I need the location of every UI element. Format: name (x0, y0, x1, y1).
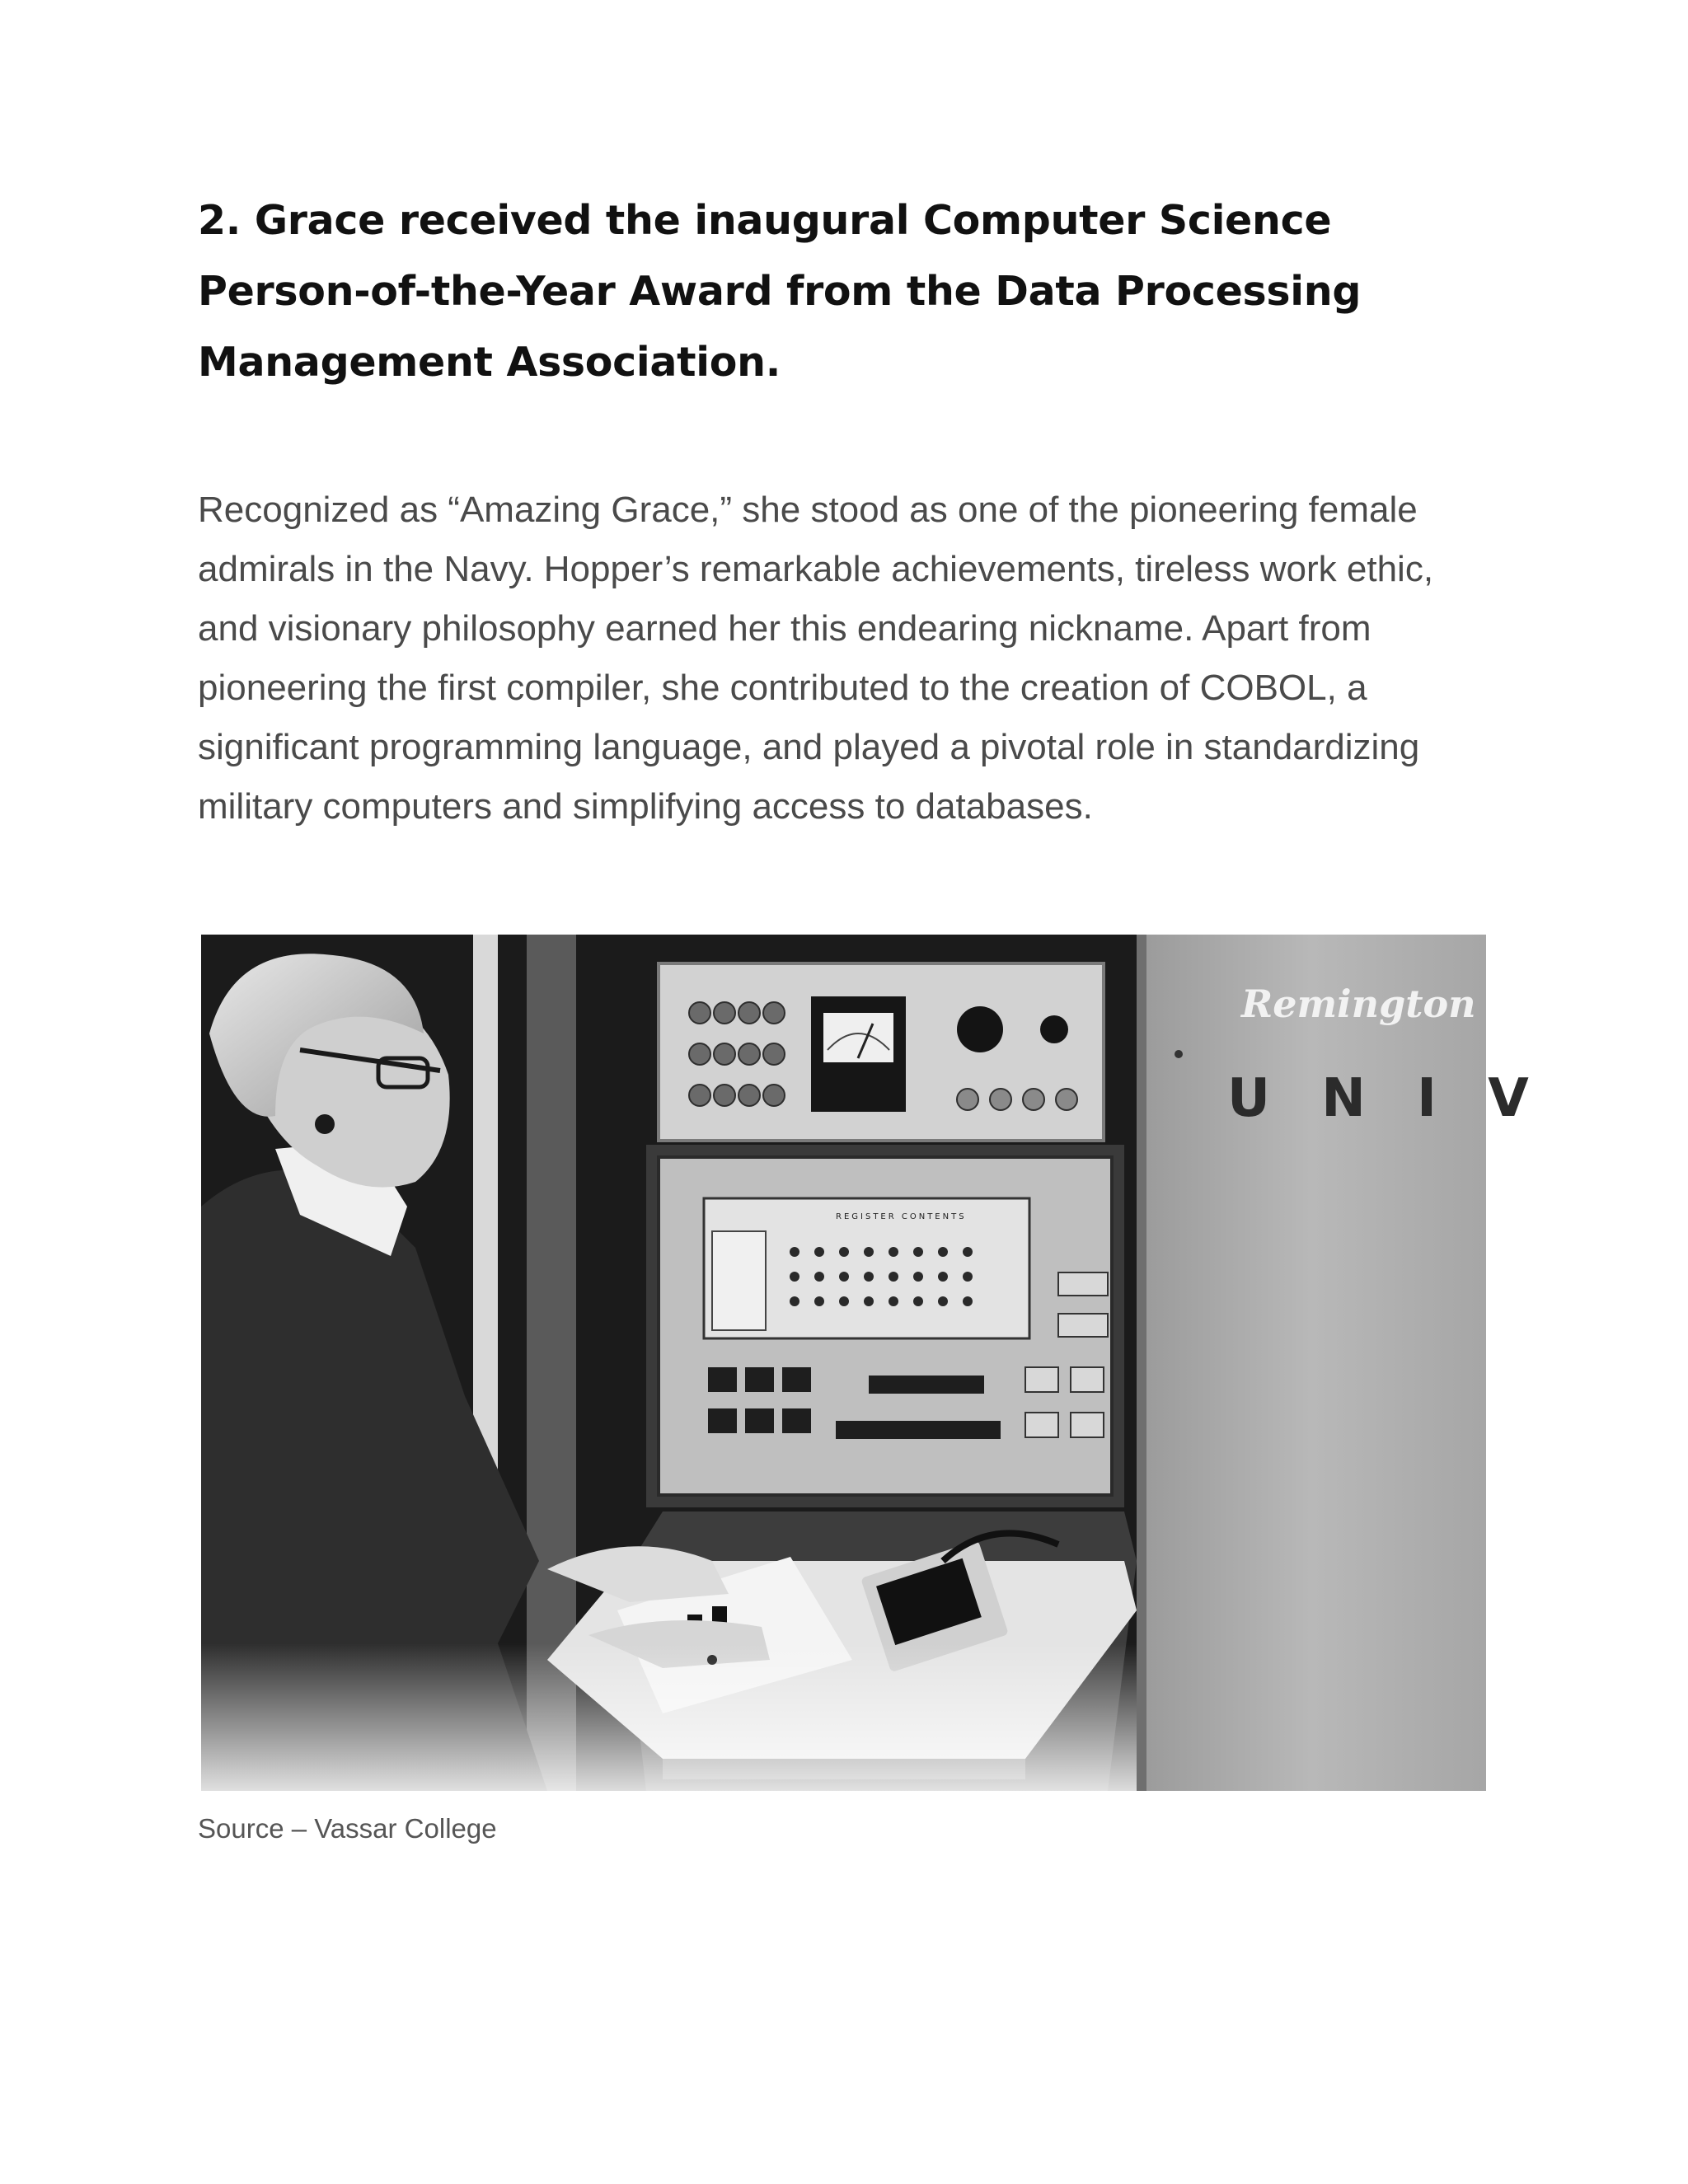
section-heading: 2. Grace received the inaugural Computer Science Person-of-the-Year Award from the Data Processing Management Association. (198, 197, 1362, 386)
machine-letters (1227, 1068, 1545, 1129)
body-paragraph: Recognized as “Amazing Grace,” she stood as one of the pioneering female admirals in the Navy. Hopper’s remarkable achievements, tireless work ethic, and visionary philosophy earned her this endearing nickname. Apart from pioneering the first compiler, she contributed to the creation of COBOL, a significant programming language, and played a pivotal role in standardizing military computers and simplifying access to databases. (198, 490, 1434, 827)
panel-label (836, 1212, 967, 1221)
article-photo (201, 935, 1545, 1791)
brand-text (1240, 982, 1476, 1026)
svg-text:U N I V: U N I V (1227, 1068, 1545, 1129)
photo-caption: Source – Vassar College (198, 1813, 497, 1844)
register-console (646, 1145, 1124, 1507)
top-control-panel (659, 963, 1104, 1141)
article (198, 185, 1484, 827)
svg-text:REGISTER CONTENTS: REGISTER CONTENTS (836, 1212, 967, 1221)
svg-text:Remington: Remington (1241, 982, 1476, 1026)
